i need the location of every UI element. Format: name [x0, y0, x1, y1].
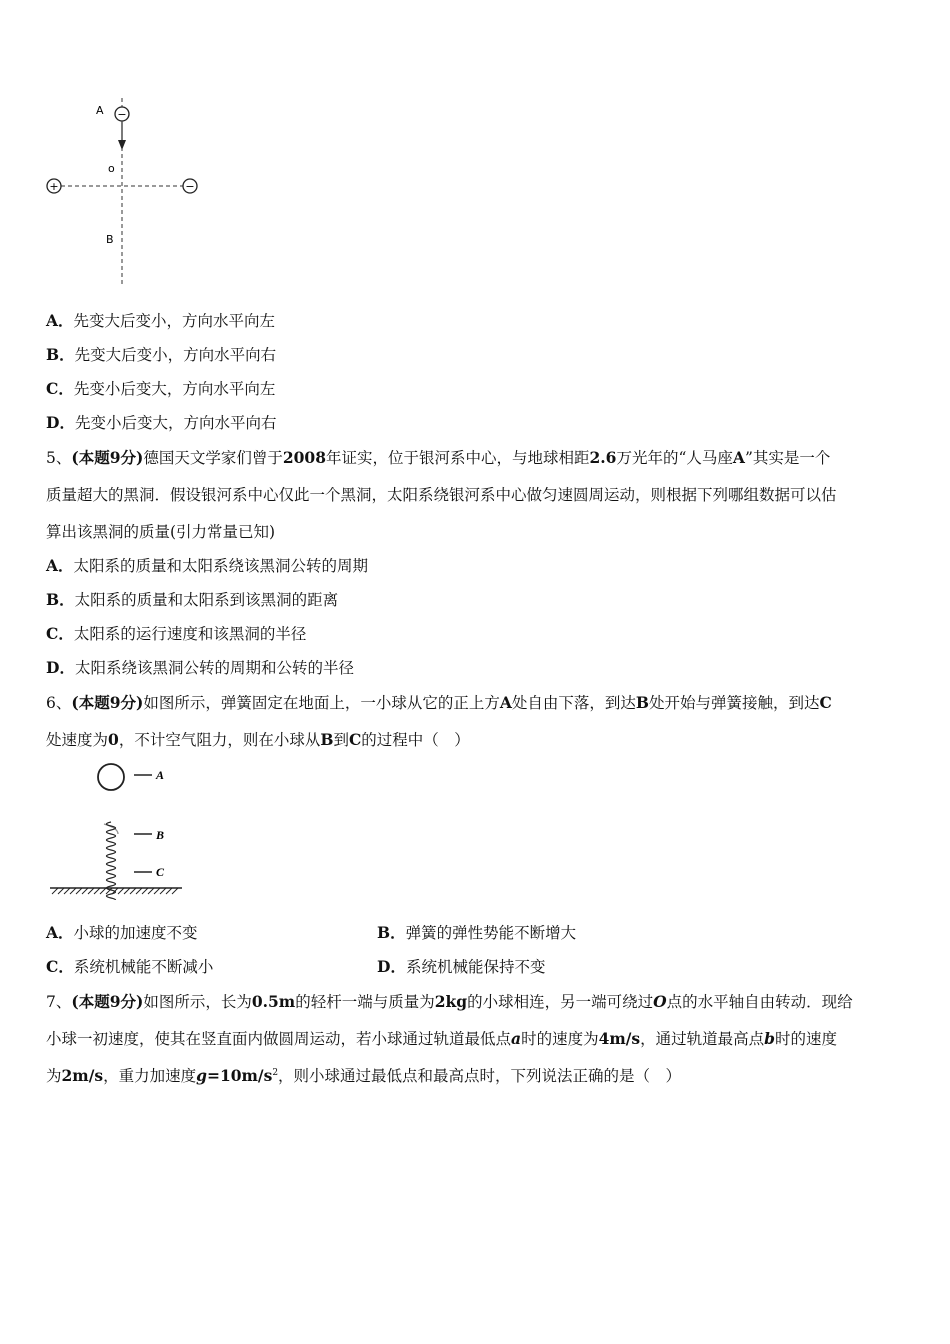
q5-option-b: B．太阳系的质量和太阳系到该黑洞的距离 [46, 590, 339, 609]
label-b: B [106, 233, 114, 246]
q7-stem-line-2: 小球一初速度，使其在竖直面内做圆周运动，若小球通过轨道最低点a时的速度为4m/s，通过轨道最高点b时的速度 [46, 1029, 838, 1048]
q6-stem-line-1: 6、(本题9分)如图所示，弹簧固定在地面上，一小球从它的正上方A处自由下落，到达B处开始与弹簧接触，到达C [46, 693, 832, 712]
q4-option-d: D．先变小后变大，方向水平向右 [46, 413, 277, 432]
q6-option-a: A．小球的加速度不变 [46, 923, 198, 942]
q4-option-b: B．先变大后变小，方向水平向右 [46, 345, 277, 364]
q7-stem-line-3: 为2m/s，重力加速度$g=10m/s^2$，则小球通过最低点和最高点时，下列说法正确的是（ ） [46, 1066, 682, 1085]
q5-stem-line-1: 5、(本题9分)德国天文学家们曾于2008年证实，位于银河系中心，与地球相距2.6万光年的“人马座A”其实是一个 [46, 448, 831, 467]
charge-field-diagram [40, 92, 220, 292]
q7-stem-line-1: 7、(本题9分)如图所示，长为0.5m的轻杆一端与质量为2kg的小球相连，另一端可绕过O点的水平轴自由转动．现给 [46, 992, 853, 1011]
q5-stem-line-2: 质量超大的黑洞．假设银河系中心仅此一个黑洞，太阳系绕银河系中心做匀速圆周运动，则根据下列哪组数据可以估 [46, 486, 837, 504]
q4-option-c: C．先变小后变大，方向水平向左 [46, 379, 276, 398]
ball [98, 764, 124, 790]
q6-option-b: B．弹簧的弹性势能不断增大 [377, 923, 577, 942]
charge-left-sign: + [49, 180, 59, 193]
q5-option-a: A．太阳系的质量和太阳系绕该黑洞公转的周期 [46, 556, 369, 575]
q6-stem-line-2: 处速度为0，不计空气阻力，则在小球从B到C的过程中（ ） [46, 730, 470, 749]
q5-option-d: D．太阳系绕该黑洞公转的周期和公转的半径 [46, 658, 354, 677]
q6-option-d: D．系统机械能保持不变 [377, 957, 546, 976]
label-a: A [96, 104, 104, 117]
charge-right-sign: − [185, 180, 195, 193]
q6-option-c: C．系统机械能不断减小 [46, 957, 214, 976]
spring-label-a: A [156, 768, 165, 782]
q5-stem-line-3: 算出该黑洞的质量(引力常量已知) [46, 523, 276, 541]
charge-top-sign: − [117, 108, 127, 121]
spring-ball-diagram [46, 760, 196, 900]
arrow-head-icon [118, 140, 126, 150]
spring-label-b: B [156, 828, 165, 842]
label-o: o [108, 162, 115, 175]
spring-label-c: C [156, 865, 165, 879]
q4-option-a: A．先变大后变小，方向水平向左 [46, 311, 276, 330]
q5-option-c: C．太阳系的运行速度和该黑洞的半径 [46, 624, 307, 643]
